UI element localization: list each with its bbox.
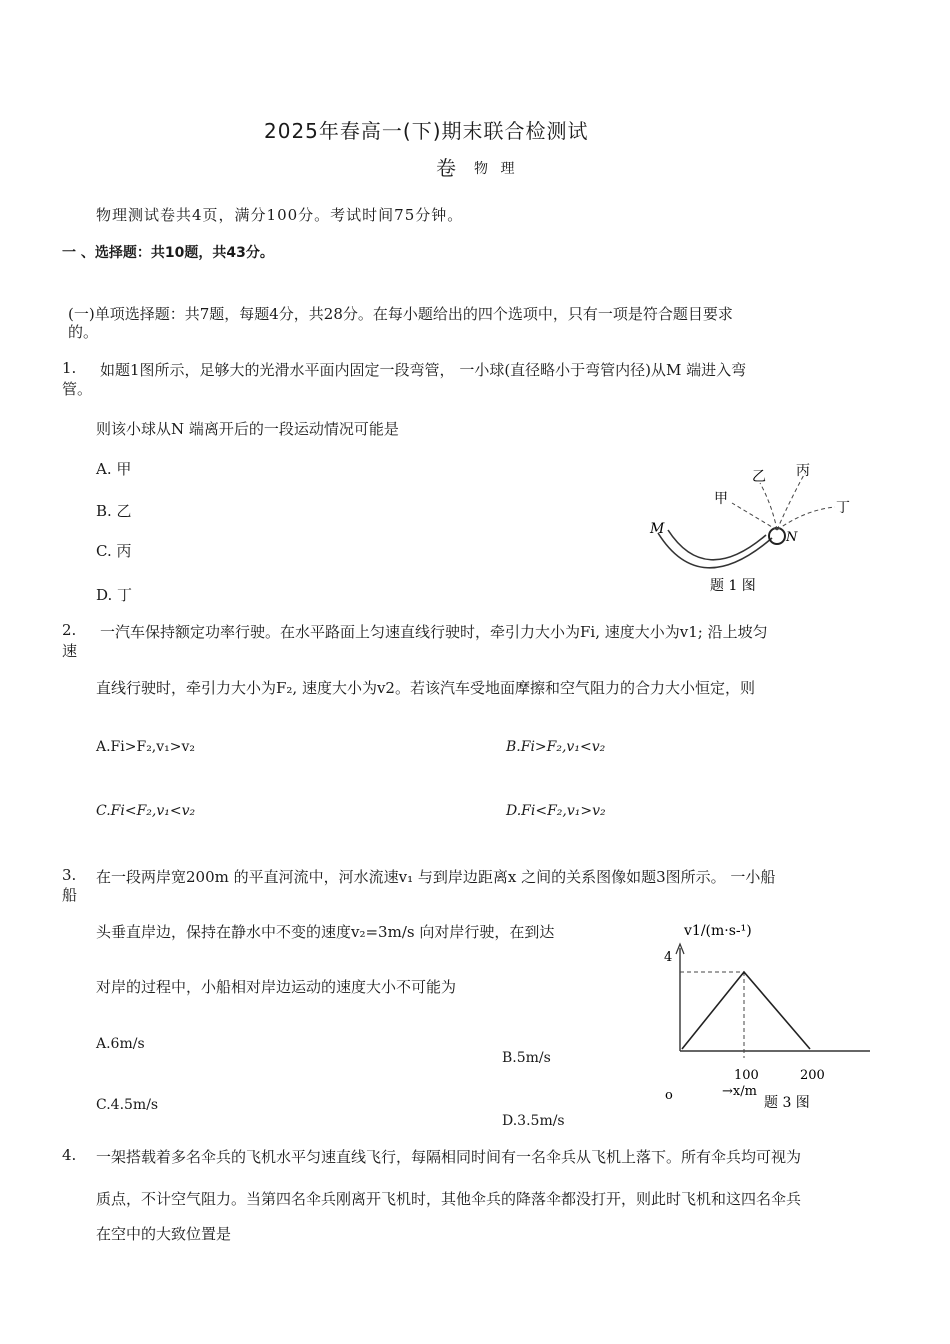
path-yi [760,483,777,530]
question-1-text-wrap: 管。 [62,380,93,398]
option-b[interactable]: B. 乙 [96,502,132,520]
page-title: 2025年春高一(下)期末联合检测试 [264,119,589,143]
question-number: 3. [62,866,77,884]
option-d[interactable]: D.Fi<F₂,v₁>v₂ [506,803,606,819]
question-2-text-wrap: 速 [62,642,78,660]
option-b[interactable]: B.Fi>F₂,v₁<v₂ [506,739,606,755]
option-c[interactable]: C.4.5m/s [96,1097,159,1113]
option-c[interactable]: C. 丙 [96,542,132,560]
question-2-text: 一汽车保持额定功率行驶。在水平路面上匀速直线行驶时，牵引力大小为Fi, 速度大小为v1; 沿上坡匀 [100,623,768,641]
question-3-text: 在一段两岸宽200m 的平直河流中，河水流速v₁ 与到岸边距离x 之间的关系图像如题3图所示。 一小船 [96,868,776,886]
label-jia: 甲 [714,491,728,507]
question-number: 2. [62,621,77,639]
ball-icon [769,528,785,544]
question-1-prompt: 则该小球从N 端离开后的一段运动情况可能是 [96,420,399,438]
question-3-text-cont: 头垂直岸边，保持在静水中不变的速度v₂=3m/s 向对岸行驶，在到达 [96,923,555,941]
label-ding: 丁 [836,500,850,516]
x-tick-200: 200 [800,1068,825,1083]
subject-label: 物 理 [474,161,519,177]
option-b[interactable]: B.5m/s [502,1050,551,1066]
figure-1-bent-tube [640,455,860,600]
option-a[interactable]: A.Fi>F₂,v₁>v₂ [96,739,196,755]
exam-intro: 物理测试卷共4页，满分100分。考试时间75分钟。 [96,206,464,224]
flow-speed-line [682,972,810,1049]
question-4-text-cont: 质点，不计空气阻力。当第四名伞兵刚离开飞机时，其他伞兵的降落伞都没打开，则此时飞机和这四名伞兵 [96,1190,802,1208]
option-a[interactable]: A.6m/s [96,1036,145,1052]
x-tick-100: 100 [734,1068,759,1083]
page-title-continued: 卷 [436,156,457,180]
figure-1-caption: 题 1 图 [710,578,756,594]
option-d[interactable]: D.3.5m/s [502,1113,565,1129]
question-2-text-cont: 直线行驶时，牵引力大小为F₂, 速度大小为v2。若该汽车受地面摩擦和空气阻力的合力大小恒定，则 [96,679,755,697]
question-4-text: 一架搭载着多名伞兵的飞机水平匀速直线飞行，每隔相同时间有一名伞兵从飞机上落下。所有伞兵均可视为 [96,1148,802,1166]
option-d[interactable]: D. 丁 [96,586,133,604]
subsection-instructions-wrap: 的。 [68,323,99,341]
question-number: 4. [62,1146,77,1164]
y-axis-label: v1/(m·s-¹) [684,923,752,939]
figure-3-caption: 题 3 图 [764,1095,810,1111]
question-3-prompt: 对岸的过程中，小船相对岸边运动的速度大小不可能为 [96,978,457,996]
question-3-text-wrap: 船 [62,886,78,904]
section-heading: 一 、选择题：共10题，共43分。 [62,245,274,261]
tube-outer-wall [658,533,772,568]
figure-3-flow-speed-graph [640,918,880,1118]
x-axis-label: →x/m [722,1084,757,1099]
y-tick-4: 4 [664,950,673,965]
label-bing: 丙 [796,463,810,479]
subsection-instructions: (一)单项选择题：共7题，每题4分，共28分。在每小题给出的四个选项中，只有一项是符合题目要求 [68,305,733,323]
origin-label: o [665,1088,673,1103]
option-c[interactable]: C.Fi<F₂,v₁<v₂ [96,803,196,819]
label-yi: 乙 [752,469,766,485]
label-m: M [650,521,665,537]
label-n: N [786,530,798,545]
question-1-text: 如题1图所示，足够大的光滑水平面内固定一段弯管， 一小球(直径略小于弯管内径)从M 端进入弯 [100,361,747,379]
option-a[interactable]: A. 甲 [96,460,132,478]
question-4-prompt: 在空中的大致位置是 [96,1225,232,1243]
question-number: 1. [62,359,77,377]
tube-inner-wall [668,530,766,560]
